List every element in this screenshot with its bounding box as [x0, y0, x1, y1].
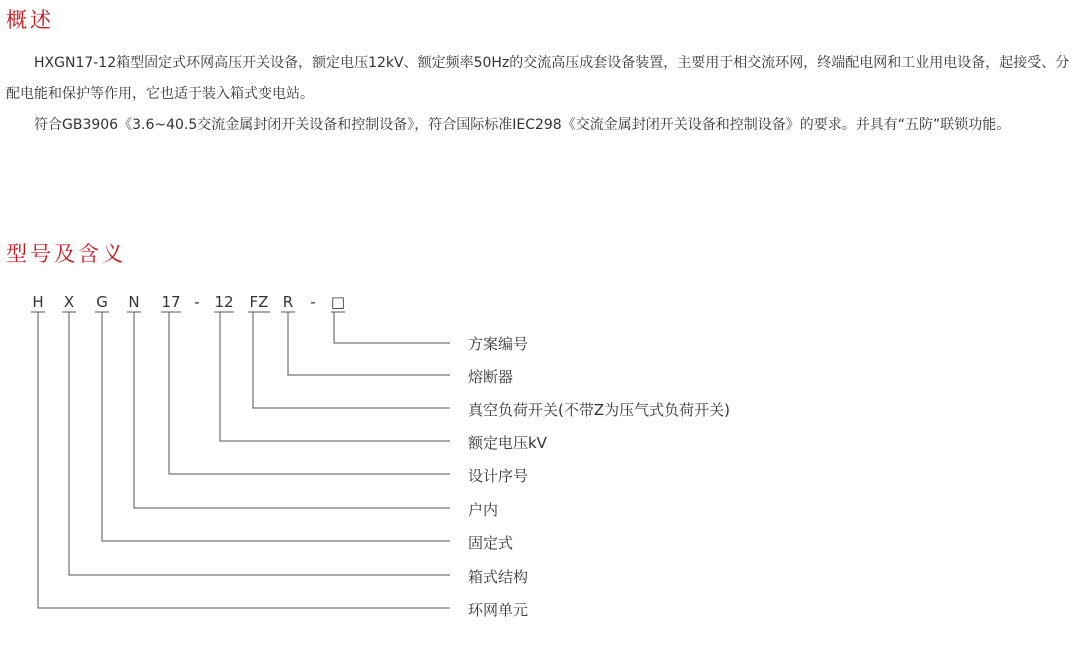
connector-indoor [134, 312, 450, 508]
code-part-12: 12 [214, 293, 234, 311]
code-part-r: R [282, 293, 294, 311]
meaning-indoor: 户内 [468, 501, 499, 519]
model-designation-diagram [0, 285, 1085, 625]
code-part-n: N [128, 293, 140, 311]
connector-fixed-type [102, 312, 450, 541]
meaning-design-serial: 设计序号 [468, 467, 529, 485]
code-part-box: □ [330, 293, 346, 311]
code-part-g: G [96, 293, 108, 311]
meaning-fuse: 熔断器 [468, 368, 514, 386]
section-title-model: 型号及含义 [6, 242, 126, 266]
section-title-overview: 概述 [6, 8, 54, 32]
meaning-ring-unit: 环网单元 [468, 601, 529, 619]
code-part-dash-1: - [194, 293, 200, 311]
meaning-scheme-number: 方案编号 [468, 335, 529, 353]
meaning-rated-voltage: 额定电压kV [468, 434, 547, 452]
connector-scheme-number [334, 312, 450, 343]
overview-paragraph-1: HXGN17-12箱型固定式环网高压开关设备，额定电压12kV、额定频率50Hz的交流高压成套设备装置，主要用于相交流环网，终端配电网和工业用电设备，起接受、分配电能和保护等作用，它也适于装入箱式变电站。 [6, 55, 1070, 102]
meaning-fixed-type: 固定式 [468, 534, 514, 552]
connector-vacuum-load-switch [253, 312, 450, 408]
code-part-h: H [32, 293, 44, 311]
connector-box-structure [69, 312, 450, 575]
meaning-vacuum-load-switch: 真空负荷开关(不带Z为压气式负荷开关) [468, 401, 730, 419]
code-part-17: 17 [161, 293, 181, 311]
code-part-fz: FZ [249, 293, 269, 311]
code-part-dash-2: - [310, 293, 316, 311]
code-part-x: X [63, 293, 75, 311]
meaning-box-structure: 箱式结构 [468, 568, 529, 586]
overview-paragraph-2: 符合GB3906《3.6~40.5交流金属封闭开关设备和控制设备》，符合国际标准IEC298《交流金属封闭开关设备和控制设备》的要求。并具有“五防”联锁功能。 [34, 117, 1011, 133]
connector-rated-voltage [220, 312, 450, 441]
connector-ring-unit [38, 312, 450, 608]
connector-design-serial [169, 312, 450, 474]
